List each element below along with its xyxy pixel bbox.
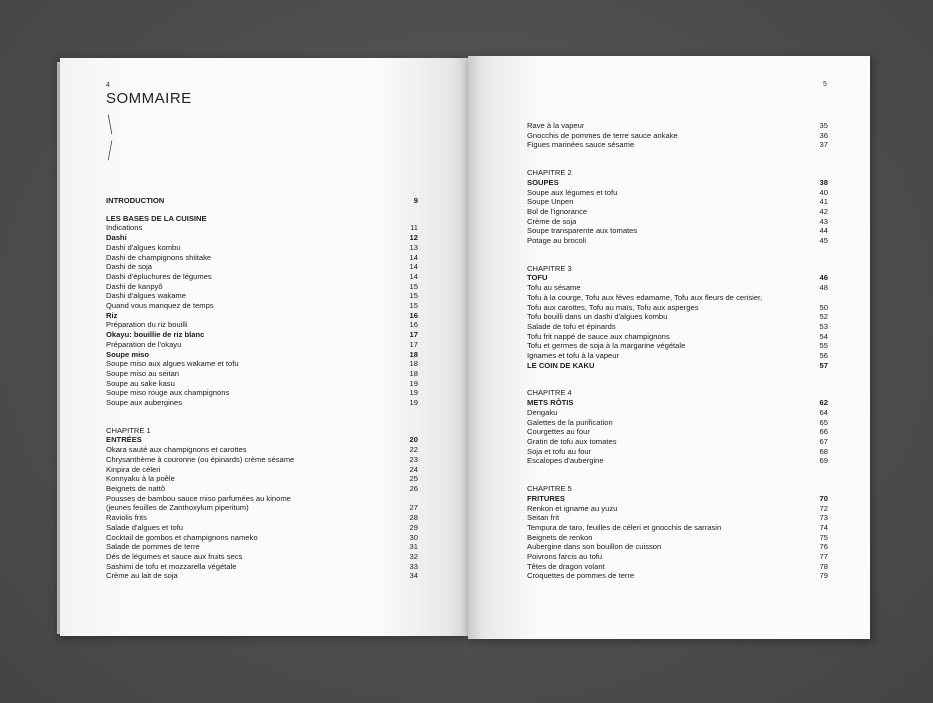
toc-entry-page: 76 (819, 542, 828, 552)
toc-entry-page: 75 (819, 532, 828, 542)
toc-entry (106, 282, 418, 292)
toc-entry-label: Sashimi de tofu et mozzarella végétale (106, 561, 237, 571)
toc-entry-label: CHAPITRE 3 (527, 263, 572, 273)
toc-entry (527, 571, 828, 581)
toc-entry (527, 168, 828, 178)
toc-entry-page: 9 (413, 196, 418, 205)
toc-entry (106, 484, 418, 494)
toc-entry-label: Indications (106, 223, 143, 233)
toc-entry-label: Aubergine dans son bouillon de cuisson (527, 542, 662, 552)
toc-entry (527, 236, 828, 246)
toc-entry-page: 15 (409, 301, 418, 311)
toc-entry-label: CHAPITRE 1 (106, 425, 151, 435)
toc-entry-label: Tofu bouilli dans un dashi d'algues kombu (527, 312, 668, 322)
toc-entry (106, 311, 418, 321)
toc-entry-page: 18 (409, 359, 418, 369)
page-number: 5 (823, 81, 827, 88)
toc-entry-page: 45 (819, 236, 828, 246)
toc-entry-label: Potage au brocoli (527, 236, 587, 246)
toc-entry-label: Gratin de tofu aux tomates (527, 436, 617, 446)
toc-entry-page: 27 (409, 503, 418, 513)
toc-entry (527, 341, 828, 351)
toc-entry (106, 533, 418, 543)
toc-entry-label: Dashi d'épluchures de légumes (106, 271, 212, 281)
page-number: 4 (106, 82, 110, 89)
toc-entry-label: Dés de légumes et sauce aux fruits secs (106, 551, 243, 561)
left-page (60, 58, 468, 636)
toc-entry-page: 20 (409, 435, 418, 445)
toc-entry-label: Dengaku (527, 407, 558, 417)
toc-entry-label: Dashi (106, 233, 127, 243)
toc-entry-page (404, 426, 418, 436)
toc-entry (527, 552, 828, 562)
toc-entry (527, 361, 828, 371)
toc-entry-page: 38 (819, 177, 828, 187)
toc-entry-page: 66 (819, 427, 828, 437)
toc-entry (106, 301, 418, 311)
toc-entry-page: 54 (819, 331, 828, 341)
toc-entry-page: 33 (409, 561, 418, 571)
toc-entry (527, 562, 828, 572)
toc-entry-page: 62 (819, 398, 828, 408)
toc-entry (106, 340, 418, 350)
toc-entry-page: 50 (819, 302, 828, 312)
toc-entry-page (814, 168, 828, 178)
toc-entry-label: Beignets de nattô (106, 483, 166, 493)
toc-entry-page: 53 (819, 321, 828, 331)
toc-entry-page: 79 (819, 571, 828, 581)
toc-entry-page: 74 (819, 522, 828, 532)
toc-entry-page: 31 (409, 542, 418, 552)
toc-entry-label: LE COIN DE KAKU (527, 360, 595, 370)
toc-entry-label: Tofu au sésame (527, 283, 581, 293)
toc-entry-page: 52 (819, 312, 828, 322)
toc-entry (527, 484, 828, 494)
toc-entry-label: Soupe miso aux algues wakame et tofu (106, 359, 239, 369)
toc-entry-page: 41 (819, 197, 828, 207)
toc-entry-label: CHAPITRE 5 (527, 484, 572, 494)
toc-entry-page: 64 (819, 407, 828, 417)
toc-entry (106, 523, 418, 533)
toc-entry-label: Salade de pommes de terre (106, 542, 200, 552)
toc-entry (527, 312, 828, 322)
toc-entry-page (404, 494, 418, 504)
toc-entry-label: Tofu aux carottes, Tofu au maïs, Tofu aux asperges (527, 302, 699, 312)
toc-entry-label: Renkon et igname au yuzu (527, 503, 618, 513)
toc-entry-label: Soupe Unpen (527, 197, 574, 207)
toc-entry-label: Soupe miso rouge aux champignons (106, 388, 230, 398)
toc-entry-page: 57 (819, 360, 828, 370)
toc-entry-label: Rave à la vapeur (527, 121, 585, 130)
right-page (468, 56, 870, 639)
toc-entry (527, 140, 828, 150)
toc-entry-page: 55 (819, 341, 828, 351)
toc-entry-page: 36 (819, 130, 828, 140)
toc-entry-label: INTRODUCTION (106, 196, 165, 205)
toc-entry (106, 272, 418, 282)
toc-entry (106, 562, 418, 572)
toc-entry-page: 48 (819, 283, 828, 293)
toc-entry-page: 13 (409, 242, 418, 252)
toc-entry-label: Okayu: bouillie de riz blanc (106, 330, 205, 340)
toc-entry (527, 273, 828, 283)
toc-entry-label: Okara sauté aux champignons et carottes (106, 445, 247, 455)
toc-entry-label: FRITURES (527, 493, 565, 503)
toc-entry-page: 68 (819, 446, 828, 456)
toc-entry (106, 320, 418, 330)
toc-entry-label: Soupe transparente aux tomates (527, 226, 638, 236)
section-gap (527, 370, 828, 388)
toc-entry (527, 447, 828, 457)
toc-entry (527, 427, 828, 437)
toc-entry (527, 264, 828, 274)
toc-entry (527, 418, 828, 428)
section-gap (527, 150, 828, 168)
toc-entry (106, 369, 418, 379)
toc-entry-page: 34 (409, 571, 418, 581)
toc-entry (527, 322, 828, 332)
toc-entry-label: ENTRÉES (106, 435, 142, 445)
toc-entry (527, 207, 828, 217)
toc-entry-label: Crème de soja (527, 216, 577, 226)
toc-entry-page: 24 (409, 464, 418, 474)
toc-entry-label: Poivrons farcis au tofu (527, 552, 603, 562)
toc-entry (106, 223, 418, 233)
toc-entry-label: Dashi de soja (106, 262, 153, 272)
toc-entry (527, 504, 828, 514)
toc-entry-page: 19 (409, 378, 418, 388)
toc-entry (106, 388, 418, 398)
toc-entry-label: Ignames et tofu à la vapeur (527, 351, 620, 361)
toc-entry-label: Soja et tofu au four (527, 446, 592, 456)
toc-entry-page: 65 (819, 417, 828, 427)
toc-entry (527, 437, 828, 447)
toc-entry-label: (jeunes feuilles de Zanthoxylum piperitum) (106, 503, 249, 513)
toc-entry-label: Riz (106, 310, 118, 320)
toc-entry-page: 18 (409, 349, 418, 359)
section-gap (106, 408, 418, 426)
toc-entry (106, 455, 418, 465)
toc-entry (106, 426, 418, 436)
toc-entry (527, 542, 828, 552)
page-title: SOMMAIRE (106, 90, 192, 107)
toc-entry-page: 78 (819, 561, 828, 571)
toc-entry-label: Salade de tofu et épinards (527, 321, 616, 331)
toc-entry-label: Kinpira de céleri (106, 464, 161, 474)
toc-entry-page: 73 (819, 513, 828, 523)
toc-entry-label: TOFU (527, 273, 548, 283)
toc-entry (527, 351, 828, 361)
toc-entry-label: Galettes de la purification (527, 417, 613, 427)
toc-entry-label: Dashi de champignons shiitake (106, 252, 212, 262)
toc-entry (527, 398, 828, 408)
toc-entry-page: 43 (819, 216, 828, 226)
toc-entry-page: 19 (409, 398, 418, 408)
toc-entry (527, 283, 828, 293)
toc-entry-label: Courgettes au four (527, 427, 590, 437)
toc-entry (527, 494, 828, 504)
toc-entry-label: Croquettes de pommes de terre (527, 571, 635, 581)
toc-entry-label: Quand vous manquez de temps (106, 301, 214, 311)
toc-entry (106, 542, 418, 552)
toc-entry-page: 17 (409, 339, 418, 349)
toc-entry (106, 465, 418, 475)
toc-entry (106, 359, 418, 369)
toc-entry (106, 552, 418, 562)
toc-entry-label: Préparation de l'okayu (106, 339, 182, 349)
toc-entry (527, 456, 828, 466)
toc-entry-page: 14 (409, 252, 418, 262)
toc-entry-label: Raviolis frits (106, 513, 147, 523)
toc-entry-label: Konnyaku à la poêle (106, 474, 175, 484)
toc-entry-page: 69 (819, 456, 828, 466)
toc-entry-page: 25 (409, 474, 418, 484)
table-of-contents (527, 121, 828, 581)
toc-entry-page (814, 264, 828, 274)
toc-entry-label: Dashi d'algues wakame (106, 291, 186, 301)
toc-entry-page: 16 (409, 310, 418, 320)
toc-entry (527, 217, 828, 227)
section-gap (527, 466, 828, 484)
toc-entry (527, 226, 828, 236)
toc-entry-page (814, 388, 828, 398)
toc-entry-page: 16 (409, 320, 418, 330)
toc-entry-label: Soupe aux aubergines (106, 398, 182, 408)
toc-entry-page: 15 (409, 281, 418, 291)
toc-entry-page: 40 (819, 187, 828, 197)
table-of-contents (106, 196, 418, 581)
toc-entry (527, 533, 828, 543)
toc-entry (106, 350, 418, 360)
toc-entry-page: 12 (409, 233, 418, 243)
toc-entry (106, 214, 418, 224)
toc-entry-page: 18 (409, 368, 418, 378)
toc-entry-label: Soupe aux légumes et tofu (527, 187, 618, 197)
toc-entry-page: 56 (819, 351, 828, 361)
toc-entry-page: 17 (409, 330, 418, 340)
toc-entry (106, 262, 418, 272)
toc-entry (106, 330, 418, 340)
toc-entry (106, 233, 418, 243)
toc-entry-page (814, 293, 828, 303)
section-gap (527, 246, 828, 264)
backslash-ornament: \ (107, 110, 113, 138)
toc-entry (527, 388, 828, 398)
toc-entry (106, 243, 418, 253)
toc-entry-page (404, 214, 418, 224)
toc-entry-label: Chrysanthème à couronne (ou épinards) crème sésame (106, 454, 295, 464)
toc-entry-page: 44 (819, 226, 828, 236)
toc-entry (106, 494, 418, 504)
toc-entry (106, 474, 418, 484)
toc-entry-label: Soupe au sake kasu (106, 378, 175, 388)
toc-entry (106, 435, 418, 445)
toc-entry-label: Escalopes d'aubergine (527, 456, 604, 466)
toc-entry-page: 30 (409, 532, 418, 542)
toc-entry-page: 29 (409, 522, 418, 532)
toc-entry-page: 35 (819, 121, 828, 130)
toc-entry-page: 46 (819, 273, 828, 283)
toc-entry-page (814, 484, 828, 494)
toc-entry-page: 70 (819, 493, 828, 503)
toc-entry (106, 513, 418, 523)
toc-entry-label: METS RÔTIS (527, 398, 574, 408)
toc-entry (106, 291, 418, 301)
toc-entry (106, 445, 418, 455)
toc-entry-page: 26 (409, 483, 418, 493)
toc-entry (106, 503, 418, 513)
toc-entry-label: Soupe miso au seitan (106, 368, 180, 378)
toc-entry-page: 42 (819, 206, 828, 216)
toc-entry (527, 408, 828, 418)
toc-entry-page: 22 (409, 445, 418, 455)
toc-entry-page: 28 (409, 513, 418, 523)
toc-entry-label: Figues marinées sauce sésame (527, 140, 635, 150)
toc-entry-label: Tofu frit nappé de sauce aux champignons (527, 331, 670, 341)
toc-entry (527, 332, 828, 342)
toc-entry-label: Tofu et germes de soja à la margarine végétale (527, 341, 686, 351)
toc-entry-label: CHAPITRE 4 (527, 388, 572, 398)
toc-entry-label: Seitan frit (527, 513, 560, 523)
toc-entry-label: Dashi de kanpyô (106, 281, 163, 291)
toc-entry-label: Soupe miso (106, 349, 150, 359)
toc-entry-page: 32 (409, 551, 418, 561)
toc-entry (106, 253, 418, 263)
toc-entry (527, 513, 828, 523)
toc-entry-label: Têtes de dragon volant (527, 561, 605, 571)
toc-entry-label: Dashi d'algues kombu (106, 242, 181, 252)
toc-entry-page: 72 (819, 503, 828, 513)
toc-entry-page: 14 (409, 262, 418, 272)
toc-entry-label: Cocktail de gombos et champignons nameko (106, 532, 258, 542)
toc-entry-page: 23 (409, 454, 418, 464)
toc-entry-label: Tempura de taro, feuilles de céleri et gnocchis de sarrasin (527, 522, 722, 532)
toc-entry (527, 303, 828, 313)
toc-entry (527, 121, 828, 131)
toc-entry (106, 571, 418, 581)
toc-entry (527, 178, 828, 188)
toc-entry (106, 196, 418, 206)
toc-entry-label: Gnocchis de pommes de terre sauce ankake (527, 130, 678, 140)
toc-entry-label: Crème au lait de soja (106, 571, 178, 581)
toc-entry-page: 14 (409, 271, 418, 281)
toc-entry (106, 398, 418, 408)
toc-entry-label: Beignets de renkon (527, 532, 593, 542)
toc-entry-page: 77 (819, 552, 828, 562)
toc-entry-label: Pousses de bambou sauce miso parfumées au kinome (106, 493, 291, 503)
slash-ornament: / (107, 136, 113, 164)
toc-entry-page: 11 (410, 223, 418, 233)
toc-entry-page: 15 (409, 291, 418, 301)
toc-entry-label: LES BASES DE LA CUISINE (106, 213, 207, 223)
toc-entry-page: 19 (409, 388, 418, 398)
toc-entry (527, 293, 828, 303)
toc-entry-label: SOUPES (527, 177, 559, 187)
toc-entry-page: 37 (819, 140, 828, 150)
toc-entry-label: CHAPITRE 2 (527, 168, 572, 178)
section-gap (106, 206, 418, 214)
toc-entry-label: Bol de l'ignorance (527, 206, 588, 216)
toc-entry (527, 197, 828, 207)
toc-entry (527, 131, 828, 141)
toc-entry (527, 188, 828, 198)
toc-entry (527, 523, 828, 533)
toc-entry-label: Tofu à la courge, Tofu aux fèves edamame, Tofu aux fleurs de cerisier, (527, 292, 763, 302)
toc-entry (106, 379, 418, 389)
toc-entry-label: Préparation du riz bouilli (106, 320, 188, 330)
toc-entry-label: Salade d'algues et tofu (106, 522, 184, 532)
toc-entry-page: 67 (819, 436, 828, 446)
